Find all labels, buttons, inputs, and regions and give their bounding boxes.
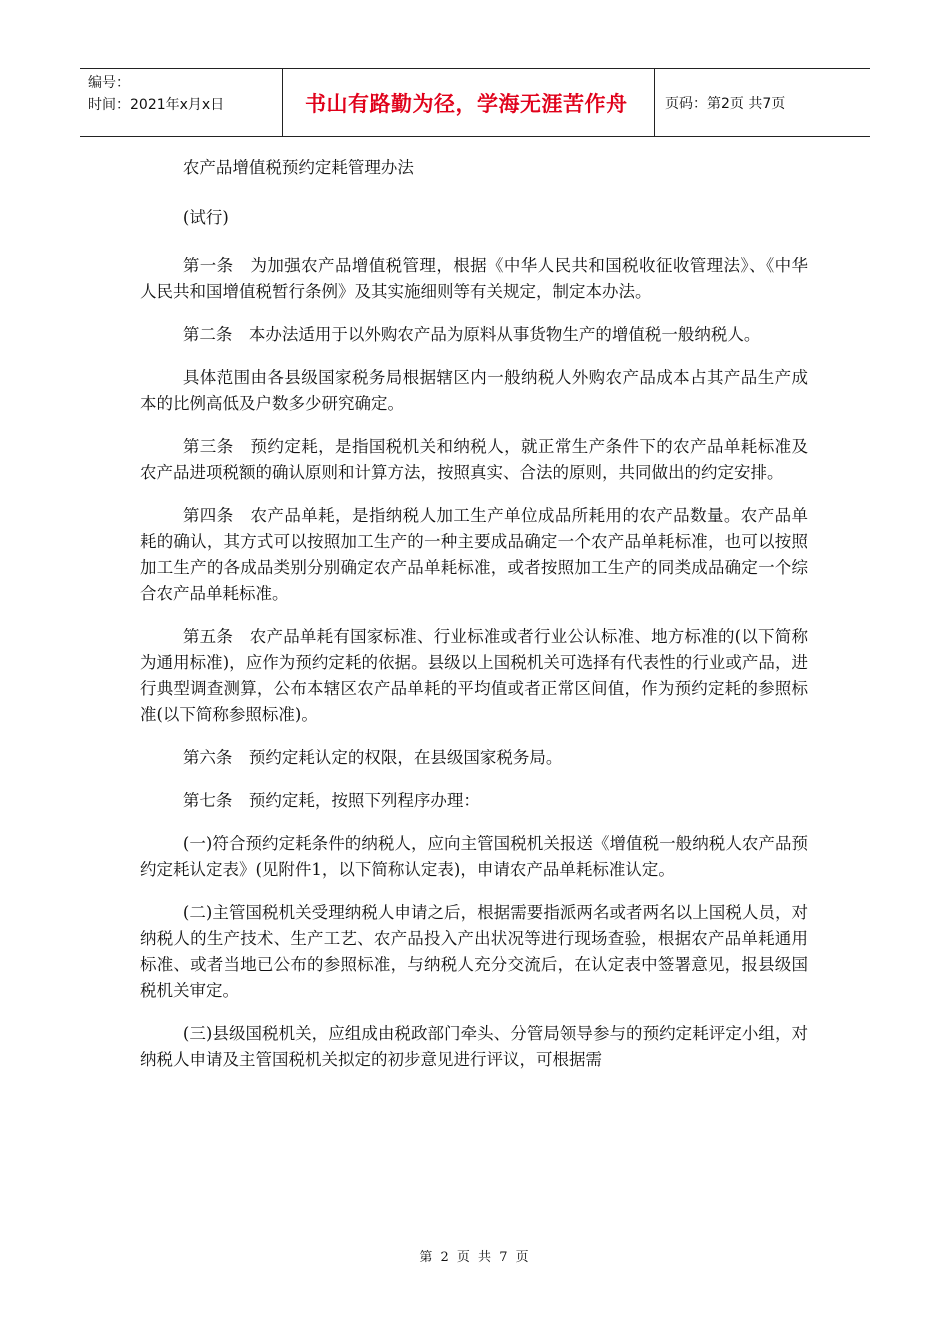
document-title: 农产品增值税预约定耗管理办法	[182, 158, 414, 177]
paragraph: 第四条 农产品单耗，是指纳税人加工生产单位成品所耗用的农产品数量。农产品单耗的确认，其方式可以按照加工生产的一种主要成品确定一个农产品单耗标准，也可以按照加工生产的各成品类别分别确定农产品单耗标准，或者按照加工生产的同类成品确定一个综合农产品单耗标准。	[140, 506, 808, 603]
page-footer: 第 2 页 共 7 页	[419, 1250, 531, 1265]
doc-number-label: 编号：	[88, 75, 130, 91]
doc-time-label: 时间：2021年x月x日	[88, 97, 225, 113]
paragraph: 第七条 预约定耗，按照下列程序办理：	[182, 791, 480, 810]
header-page-info: 页码：第2页 共7页	[665, 95, 786, 112]
paragraph: 第六条 预约定耗认定的权限，在县级国家税务局。	[182, 748, 563, 767]
paragraph: 第二条 本办法适用于以外购农产品为原料从事货物生产的增值税一般纳税人。	[182, 325, 761, 344]
paragraph: (三)县级国税机关，应组成由税政部门牵头、分管局领导参与的预约定耗评定小组，对纳税人申请及主管国税机关拟定的初步意见进行评议，可根据需	[140, 1024, 808, 1069]
header-motto: 书山有路勤为径，学海无涯苦作舟	[283, 69, 655, 136]
paragraph: (一)符合预约定耗条件的纳税人，应向主管国税机关报送《增值税一般纳税人农产品预约定耗认定表》(见附件1，以下简称认定表)，申请农产品单耗标准认定。	[140, 834, 808, 879]
paragraph: 具体范围由各县级国家税务局根据辖区内一般纳税人外购农产品成本占其产品生产成本的比例高低及户数多少研究确定。	[140, 368, 808, 413]
paragraph: 第五条 农产品单耗有国家标准、行业标准或者行业公认标准、地方标准的(以下简称为通用标准)，应作为预约定耗的依据。县级以上国税机关可选择有代表性的行业或产品，进行典型调查测算，公布本辖区农产品单耗的平均值或者正常区间值，作为预约定耗的参照标准(以下简称参照标准)。	[140, 627, 808, 724]
document-body	[140, 155, 808, 1090]
paragraph: 第三条 预约定耗，是指国税机关和纳税人，就正常生产条件下的农产品单耗标准及农产品进项税额的确认原则和计算方法，按照真实、合法的原则，共同做出的约定安排。	[140, 437, 808, 482]
paragraph: (二)主管国税机关受理纳税人申请之后，根据需要指派两名或者两名以上国税人员，对纳税人的生产技术、生产工艺、农产品投入产出状况等进行现场查验，根据农产品单耗通用标准、或者当地已公布的参照标准，与纳税人充分交流后，在认定表中签署意见，报县级国税机关审定。	[140, 903, 808, 1000]
page-header	[80, 68, 870, 137]
document-subtitle: (试行)	[182, 208, 229, 227]
header-meta	[80, 69, 283, 136]
paragraph: 第一条 为加强农产品增值税管理，根据《中华人民共和国税收征收管理法》、《中华人民共和国增值税暂行条例》及其实施细则等有关规定，制定本办法。	[140, 256, 808, 301]
